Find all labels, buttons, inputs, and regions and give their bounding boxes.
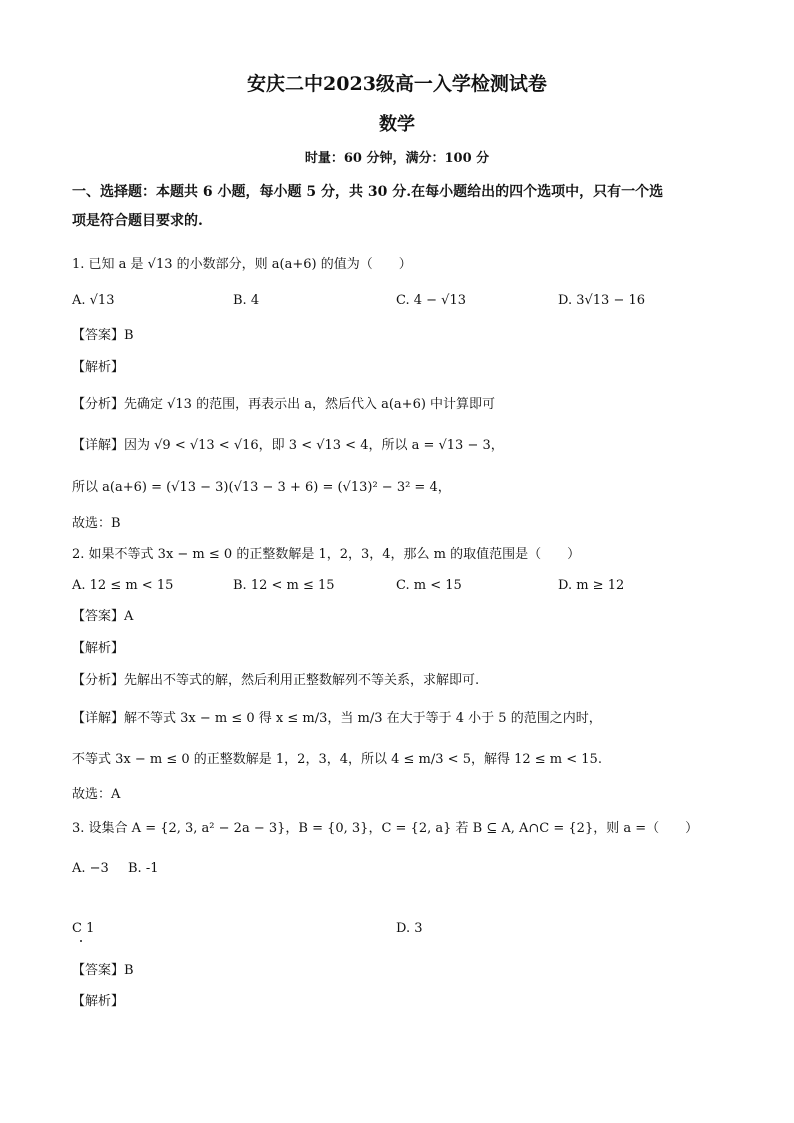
q3-stem: 3. 设集合 A = {2, 3, a² − 2a − 3}，B = {0, 3}，C = {2, a} 若 B ⊆ A, A∩C = {2}，则 a =（ ）: [72, 821, 699, 836]
q3-option-b: B. -1: [128, 861, 159, 876]
q1-choose: 故选：B: [72, 516, 121, 531]
exam-title: 安庆二中2023级高一入学检测试卷: [247, 73, 547, 95]
q3-analysis-label: 【解析】: [72, 994, 125, 1009]
q2-option-c: C. m < 15: [396, 578, 462, 593]
q3-answer: 【答案】B: [72, 963, 134, 978]
q2-stem: 2. 如果不等式 3x − m ≤ 0 的正整数解是 1，2，3，4，那么 m 的取值范围是（ ）: [72, 547, 581, 562]
q1-fenxi: 【分析】先确定 √13 的范围，再表示出 a，然后代入 a(a+6) 中计算即可: [72, 397, 496, 412]
q2-option-b: B. 12 < m ≤ 15: [233, 578, 335, 593]
q2-option-d: D. m ≥ 12: [558, 578, 625, 593]
q2-answer: 【答案】A: [72, 609, 134, 624]
q1-option-a: A. √13: [72, 293, 115, 308]
q1-option-b: B. 4: [233, 293, 260, 308]
section-heading-line1: 一、选择题：本题共 6 小题，每小题 5 分，共 30 分.在每小题给出的四个选项中，只有一个选: [72, 184, 664, 200]
q2-option-a: A. 12 ≤ m < 15: [72, 578, 174, 593]
q1-detail-1: 【详解】因为 √9 < √13 < √16，即 3 < √13 < 4，所以 a = √13 − 3，: [72, 438, 504, 453]
q2-analysis-label: 【解析】: [72, 641, 125, 656]
q3-option-a: A. −3: [72, 861, 109, 876]
q1-option-c: C. 4 − √13: [396, 293, 467, 308]
subject-title: 数学: [379, 114, 415, 135]
q2-detail-1: 【详解】解不等式 3x − m ≤ 0 得 x ≤ m/3，当 m/3 在大于等于 4 小于 5 的范围之内时，: [72, 711, 602, 726]
q1-analysis-label: 【解析】: [72, 360, 125, 375]
q2-detail-2: 不等式 3x − m ≤ 0 的正整数解是 1，2，3，4，所以 4 ≤ m/3 < 5，解得 12 ≤ m < 15.: [72, 752, 602, 767]
q1-option-d: D. 3√13 − 16: [558, 293, 646, 308]
stray-dot: [80, 940, 82, 942]
q2-choose: 故选：A: [72, 787, 121, 802]
q2-fenxi: 【分析】先解出不等式的解，然后利用正整数解列不等关系，求解即可.: [72, 673, 480, 688]
q3-option-c: C 1: [72, 921, 95, 936]
q1-detail-2: 所以 a(a+6) = (√13 − 3)(√13 − 3 + 6) = (√13)² − 3² = 4，: [72, 480, 451, 495]
q1-answer: 【答案】B: [72, 328, 134, 343]
exam-info: 时量：60 分钟，满分：100 分: [304, 151, 490, 166]
q1-stem: 1. 已知 a 是 √13 的小数部分，则 a(a+6) 的值为（ ）: [72, 257, 412, 272]
q3-option-d: D. 3: [396, 921, 423, 936]
section-heading-line2: 项是符合题目要求的.: [72, 213, 203, 229]
